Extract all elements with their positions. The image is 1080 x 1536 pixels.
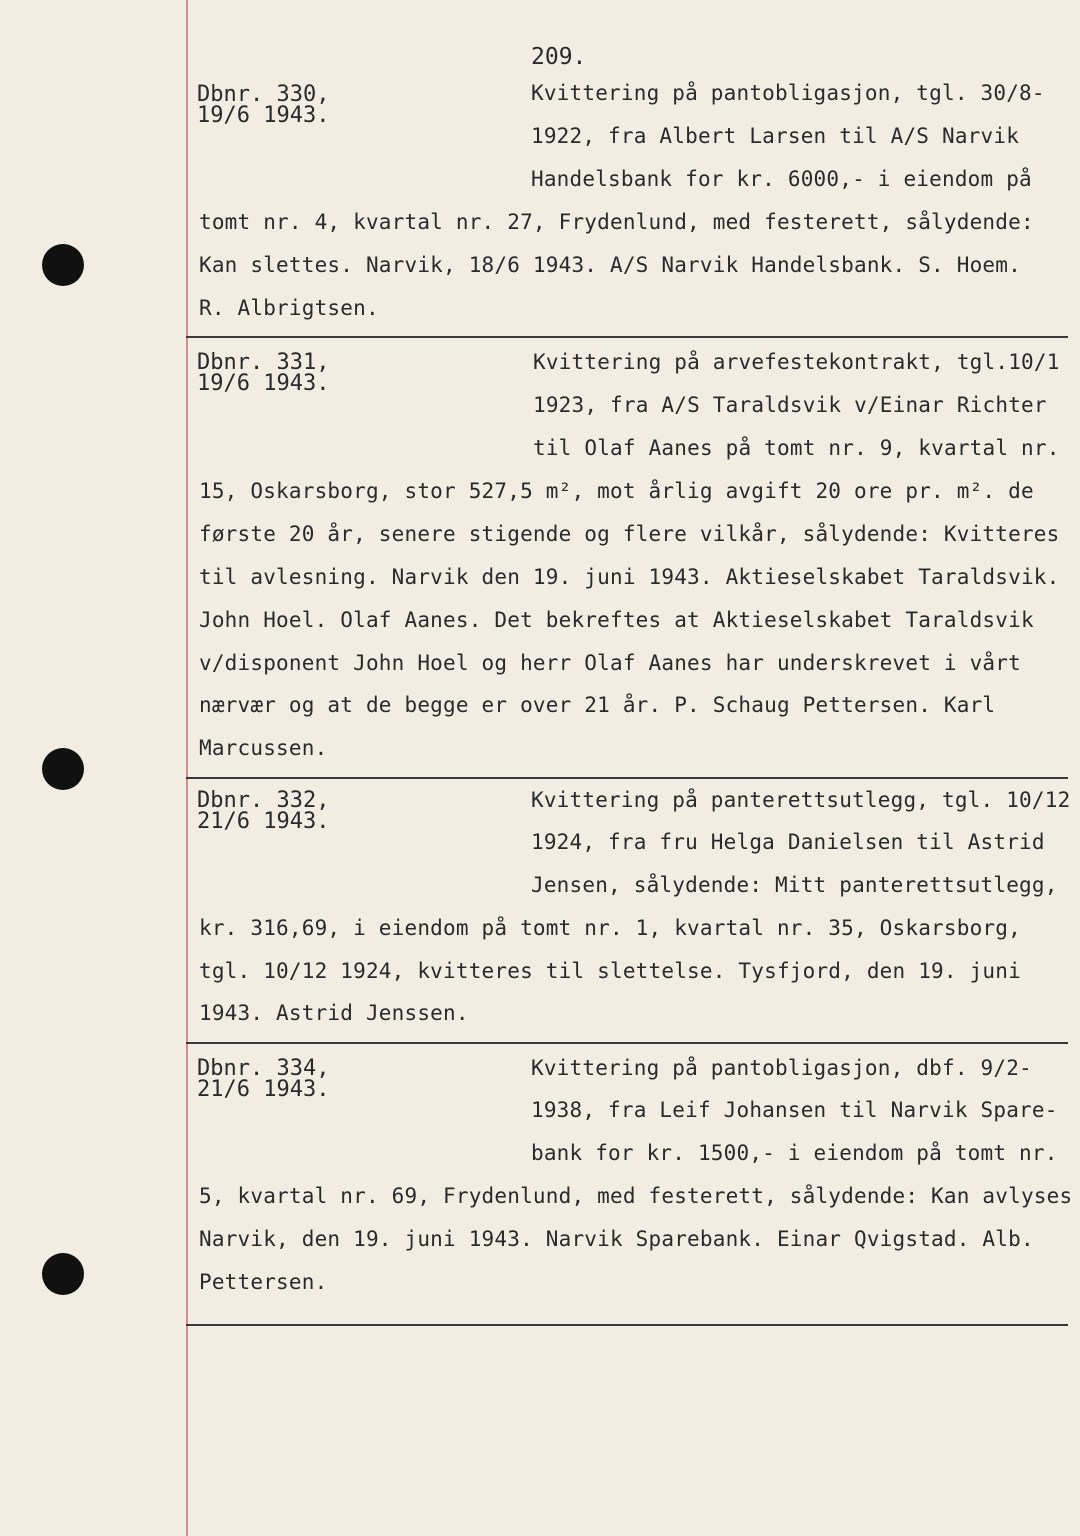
entry-line: 1938, fra Leif Johansen til Narvik Spare- (531, 1098, 1058, 1122)
entry-line: 1924, fra fru Helga Danielsen til Astrid (531, 830, 1045, 854)
entry-line: 5, kvartal nr. 69, Frydenlund, med festerett, sålydende: Kan avlyses (199, 1184, 1073, 1208)
entry-line: Pettersen. (199, 1270, 328, 1294)
entry-line: 15, Oskarsborg, stor 527,5 m², mot årlig avgift 20 ore pr. m². de (199, 479, 1034, 503)
entry-line: kr. 316,69, i eiendom på tomt nr. 1, kvartal nr. 35, Oskarsborg, (199, 916, 1021, 940)
punch-hole (42, 244, 84, 286)
entry-line: Kan slettes. Narvik, 18/6 1943. A/S Narvik Handelsbank. S. Hoem. (199, 253, 1021, 277)
punch-hole (42, 748, 84, 790)
entry-line: til Olaf Aanes på tomt nr. 9, kvartal nr. (533, 436, 1060, 460)
entry-line: v/disponent John Hoel og herr Olaf Aanes har underskrevet i vårt (199, 651, 1021, 675)
entry-ref (197, 84, 329, 126)
entry-line: nærvær og at de begge er over 21 år. P. Schaug Pettersen. Karl (199, 693, 996, 717)
entry-line: Jensen, sålydende: Mitt panterettsutlegg, (531, 873, 1058, 897)
entry-line: Kvittering på pantobligasjon, dbf. 9/2- (531, 1056, 1032, 1080)
entry-line: 1922, fra Albert Larsen til A/S Narvik (531, 124, 1020, 148)
entry-line: Handelsbank for kr. 6000,- i eiendom på (531, 167, 1032, 191)
entry-ref-date: 19/6 1943. (197, 371, 330, 396)
entry-ref (197, 352, 329, 394)
entry-line: Kvittering på arvefestekontrakt, tgl.10/1 (533, 350, 1060, 374)
entry-line: 1923, fra A/S Taraldsvik v/Einar Richter (533, 393, 1047, 417)
entry-line: 1943. Astrid Jenssen. (199, 1001, 469, 1025)
entry-line: tomt nr. 4, kvartal nr. 27, Frydenlund, med festerett, sålydende: (199, 210, 1034, 234)
entry-ref-number: Dbnr. 334, (197, 1056, 330, 1081)
entry-line: R. Albrigtsen. (199, 296, 379, 320)
entry-ref (197, 790, 329, 832)
entry-line: Kvittering på panterettsutlegg, tgl. 10/12 (531, 788, 1071, 812)
entry-ref-date: 21/6 1943. (197, 1077, 330, 1102)
entry-ref-date: 21/6 1943. (197, 809, 330, 834)
entry-ref-date: 19/6 1943. (197, 103, 330, 128)
entry-line: Kvittering på pantobligasjon, tgl. 30/8- (531, 81, 1045, 105)
entry-line: første 20 år, senere stigende og flere vilkår, sålydende: Kvitteres (199, 522, 1060, 546)
entry-line: til avlesning. Narvik den 19. juni 1943. Aktieselskabet Taraldsvik. (199, 565, 1060, 589)
margin-line (186, 0, 188, 1536)
page-number: 209. (531, 44, 587, 70)
entry-line: tgl. 10/12 1924, kvitteres til slettelse. Tysfjord, den 19. juni (199, 959, 1021, 983)
entry-line: Narvik, den 19. juni 1943. Narvik Sparebank. Einar Qvigstad. Alb. (199, 1227, 1034, 1251)
entry-line: John Hoel. Olaf Aanes. Det bekreftes at Aktieselskabet Taraldsvik (199, 608, 1034, 632)
entry-line: Marcussen. (199, 736, 328, 760)
entry-divider (186, 1324, 1068, 1326)
entry-divider (186, 336, 1068, 338)
entry-ref (197, 1058, 329, 1100)
entry-ref-number: Dbnr. 332, (197, 788, 330, 813)
entry-ref-number: Dbnr. 331, (197, 350, 330, 375)
entry-ref-number: Dbnr. 330, (197, 82, 330, 107)
entry-divider (186, 777, 1068, 779)
entry-line: bank for kr. 1500,- i eiendom på tomt nr. (531, 1141, 1058, 1165)
entry-divider (186, 1042, 1068, 1044)
punch-hole (42, 1253, 84, 1295)
